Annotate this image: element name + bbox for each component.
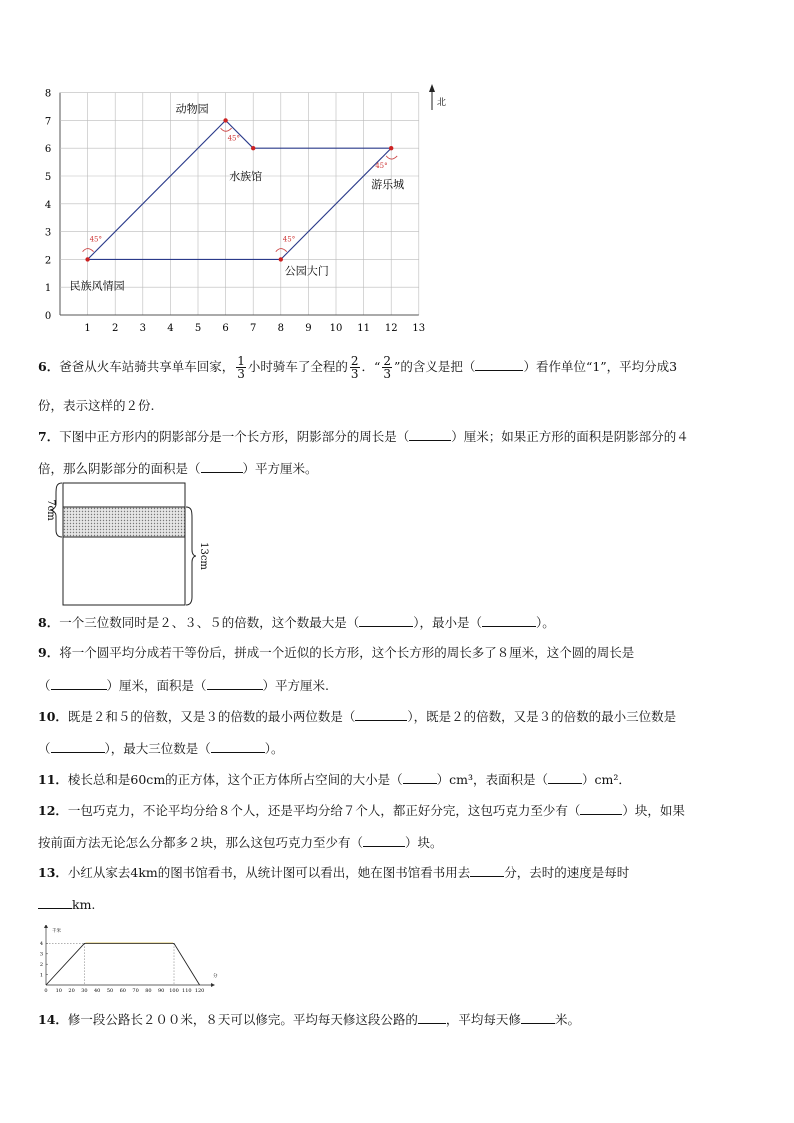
q14-text: ，平均每天修	[445, 1012, 521, 1027]
chart-axes	[44, 925, 215, 987]
y-axis-arrow-icon	[44, 925, 48, 928]
distance-time-chart	[34, 925, 224, 1000]
x-tick-label: 4	[167, 323, 174, 334]
map-point	[251, 146, 255, 150]
x-tick-label: 10	[329, 323, 343, 334]
q13-text: km.	[72, 897, 96, 912]
question-14	[38, 1011, 580, 1028]
x-tick-label: 80	[145, 988, 152, 994]
answer-blank[interactable]	[38, 896, 72, 909]
shaded-rectangle	[63, 507, 185, 537]
answer-blank[interactable]	[51, 677, 107, 690]
q7-text: ）厘米；如果正方形的面积是阴影部分的４	[451, 429, 689, 444]
label-13cm: 13cm	[198, 542, 209, 570]
question-number: 13．	[38, 865, 68, 880]
q10-text: ），最大三位数是（	[104, 741, 211, 756]
q7-text: 倍，那么阴影部分的面积是（	[38, 461, 201, 476]
question-13	[38, 864, 629, 881]
q10-text: 既是２和５的倍数，又是３的倍数的最小两位数是（	[67, 709, 356, 724]
fraction-2-3: $\frac{2}{3}$	[350, 354, 359, 381]
question-number: 9．	[38, 645, 60, 660]
question-13-line2	[38, 896, 95, 913]
answer-blank[interactable]	[207, 677, 263, 690]
angle-arc	[221, 128, 232, 131]
map-point-label: 民族风情园	[69, 279, 125, 293]
square-outline	[63, 483, 185, 605]
x-tick-label: 7	[250, 323, 257, 334]
x-tick-label: 11	[357, 323, 370, 334]
question-number: 7．	[38, 429, 60, 444]
north-arrow-icon	[429, 84, 435, 110]
y-tick-label: 5	[44, 172, 52, 183]
square-figure	[36, 480, 216, 610]
answer-blank[interactable]	[418, 1011, 446, 1024]
map-point-label: 动物园	[175, 102, 209, 116]
answer-blank[interactable]	[363, 834, 405, 847]
q11-text: 棱长总和是60cm的正方体，这个正方体所占空间的大小是（	[67, 772, 403, 787]
angle-label: 45°	[227, 134, 241, 143]
x-tick-label: 70	[132, 988, 139, 994]
x-tick-label: 9	[305, 323, 312, 334]
q11-text: ）cm³，表面积是（	[436, 772, 549, 787]
x-tick-label: 90	[158, 988, 165, 994]
question-6	[38, 355, 677, 380]
y-tick-label: 4	[44, 199, 52, 211]
angle-arc	[83, 249, 94, 252]
y-tick-label: 1	[39, 972, 43, 979]
x-axis-arrow-icon	[211, 983, 215, 987]
q9-text: ）厘米，面积是（	[106, 678, 207, 693]
question-number: 14．	[38, 1012, 68, 1027]
label-7cm: 7cm	[45, 499, 56, 521]
north-label: 北	[437, 98, 447, 108]
answer-blank[interactable]	[470, 864, 504, 877]
question-9	[38, 645, 634, 661]
x-tick-label: 3	[139, 323, 146, 334]
map-point	[223, 118, 227, 122]
angle-arc	[276, 249, 287, 252]
q9-text: 将一个圆平均分成若干等份后，拼成一个近似的长方形，这个长方形的周长多了８厘米，这个圆的周长是	[59, 645, 635, 660]
answer-blank[interactable]	[403, 771, 437, 784]
x-tick-label: 0	[44, 988, 48, 994]
x-tick-label: 60	[119, 988, 126, 994]
q6-text: ．“	[361, 359, 381, 374]
map-point	[279, 257, 283, 261]
map-axis-ticks	[45, 89, 425, 334]
question-7	[38, 428, 689, 445]
y-tick-label: 4	[39, 941, 43, 948]
y-tick-label: 2	[39, 962, 43, 968]
q7-text: ）平方厘米。	[242, 461, 318, 476]
map-point	[85, 257, 89, 261]
question-8	[38, 614, 555, 631]
location-map	[30, 82, 470, 340]
x-tick-label: 110	[182, 988, 192, 994]
x-tick-label: 6	[222, 323, 229, 334]
q12-text: 一包巧克力，不论平均分给８个人，还是平均分给７个人，都正好分完，这包巧克力至少有（	[67, 803, 581, 818]
question-number: 8．	[38, 615, 60, 630]
answer-blank[interactable]	[359, 614, 413, 627]
q12-text: ）块，如果	[622, 803, 685, 818]
q6-text: 爸爸从火车站骑共享单车回家，	[59, 359, 235, 374]
q8-text: ）。	[535, 615, 555, 630]
angle-arc	[386, 156, 397, 159]
q8-text: ），最小是（	[413, 615, 482, 630]
x-tick-label: 100	[169, 988, 179, 994]
q10-text: ）。	[264, 741, 284, 756]
map-point-label: 水族馆	[229, 170, 263, 184]
question-number: 6．	[38, 359, 60, 374]
answer-blank[interactable]	[409, 428, 451, 441]
angle-label: 45°	[89, 235, 103, 244]
answer-blank[interactable]	[211, 740, 265, 753]
x-tick-label: 30	[81, 988, 88, 994]
map-point-label: 游乐城	[371, 178, 405, 192]
x-tick-label: 50	[106, 988, 114, 994]
q9-text: （	[38, 678, 51, 693]
chart-ticks	[40, 941, 205, 994]
question-7-line2	[38, 460, 318, 477]
answer-blank[interactable]	[355, 708, 407, 721]
y-tick-label: 1	[44, 283, 52, 295]
x-tick-label: 13	[412, 323, 426, 334]
y-tick-label: 3	[44, 227, 52, 239]
q14-text: 修一段公路长２００米，８天可以修完。平均每天修这段公路的	[67, 1012, 418, 1027]
y-tick-label: 6	[44, 144, 52, 156]
q13-text: 分，去时的速度是每时	[504, 865, 630, 880]
question-10-line2	[38, 740, 284, 757]
q13-text: 小红从家去4km的图书馆看书，从统计图可以看出，她在图书馆看书用去	[67, 865, 471, 880]
chart-series	[46, 943, 200, 985]
right-brace	[186, 507, 196, 605]
fraction-2-3-quoted: $\frac{2}{3}$	[383, 354, 392, 381]
question-12	[38, 802, 685, 819]
x-tick-label: 1	[84, 323, 91, 334]
answer-blank[interactable]	[548, 771, 582, 784]
answer-blank[interactable]	[475, 358, 523, 371]
y-tick-label: 2	[44, 255, 52, 267]
answer-blank[interactable]	[51, 740, 105, 753]
q8-text: 一个三位数同时是２、３、５的倍数，这个数最大是（	[59, 615, 360, 630]
chart-y-unit: 千米	[52, 929, 61, 934]
y-tick-label: 3	[39, 951, 43, 958]
q9-text: ）平方厘米.	[262, 678, 330, 693]
chart-x-unit: 分	[213, 974, 218, 979]
answer-blank[interactable]	[201, 460, 243, 473]
q11-text: ）cm²．	[582, 772, 631, 787]
x-tick-label: 5	[194, 323, 202, 334]
x-tick-label: 12	[384, 323, 398, 334]
question-11	[38, 771, 631, 788]
question-10	[38, 708, 676, 725]
fraction-1-3: $\frac{1}{3}$	[237, 354, 245, 381]
x-tick-label: 2	[112, 323, 119, 334]
question-number: 12．	[38, 803, 68, 818]
question-6-line2: 份，表示这样的２份.	[38, 398, 155, 413]
answer-blank[interactable]	[580, 802, 622, 815]
question-12-line2	[38, 834, 443, 851]
x-tick-label: 40	[94, 988, 101, 994]
x-tick-label: 20	[68, 988, 75, 994]
angle-label: 45°	[375, 162, 388, 171]
route-segment	[88, 120, 226, 259]
angle-label: 45°	[282, 235, 296, 244]
y-tick-label: 8	[44, 88, 52, 100]
x-tick-label: 120	[194, 988, 205, 994]
x-tick-label: 10	[55, 988, 62, 994]
q7-text: 下图中正方形内的阴影部分是一个长方形，阴影部分的周长是（	[59, 429, 410, 444]
answer-blank[interactable]	[482, 614, 536, 627]
y-tick-label: 7	[44, 116, 52, 128]
answer-blank[interactable]	[521, 1011, 555, 1024]
q6-text: ”的含义是把（	[394, 359, 476, 374]
y-tick-label: 0	[44, 311, 52, 322]
q10-text: ），既是２的倍数，又是３的倍数的最小三位数是	[407, 709, 677, 724]
map-point-label: 公园大门	[284, 264, 329, 278]
q12-text: ）块。	[405, 835, 443, 850]
map-point	[389, 146, 393, 150]
question-number: 10．	[38, 709, 68, 724]
q12-text: 按前面方法无论怎么分都多２块，那么这包巧克力至少有（	[38, 835, 364, 850]
q6-text: ）看作单位“1”，平均分成3	[523, 359, 678, 374]
question-number: 11．	[38, 772, 68, 787]
series-line	[46, 943, 200, 985]
question-9-line2	[38, 677, 329, 694]
q14-text: 米。	[554, 1012, 580, 1027]
q6-text: 小时骑车了全程的	[247, 359, 348, 374]
map-points	[70, 101, 405, 292]
x-tick-label: 8	[277, 323, 284, 334]
q10-text: （	[38, 741, 51, 756]
